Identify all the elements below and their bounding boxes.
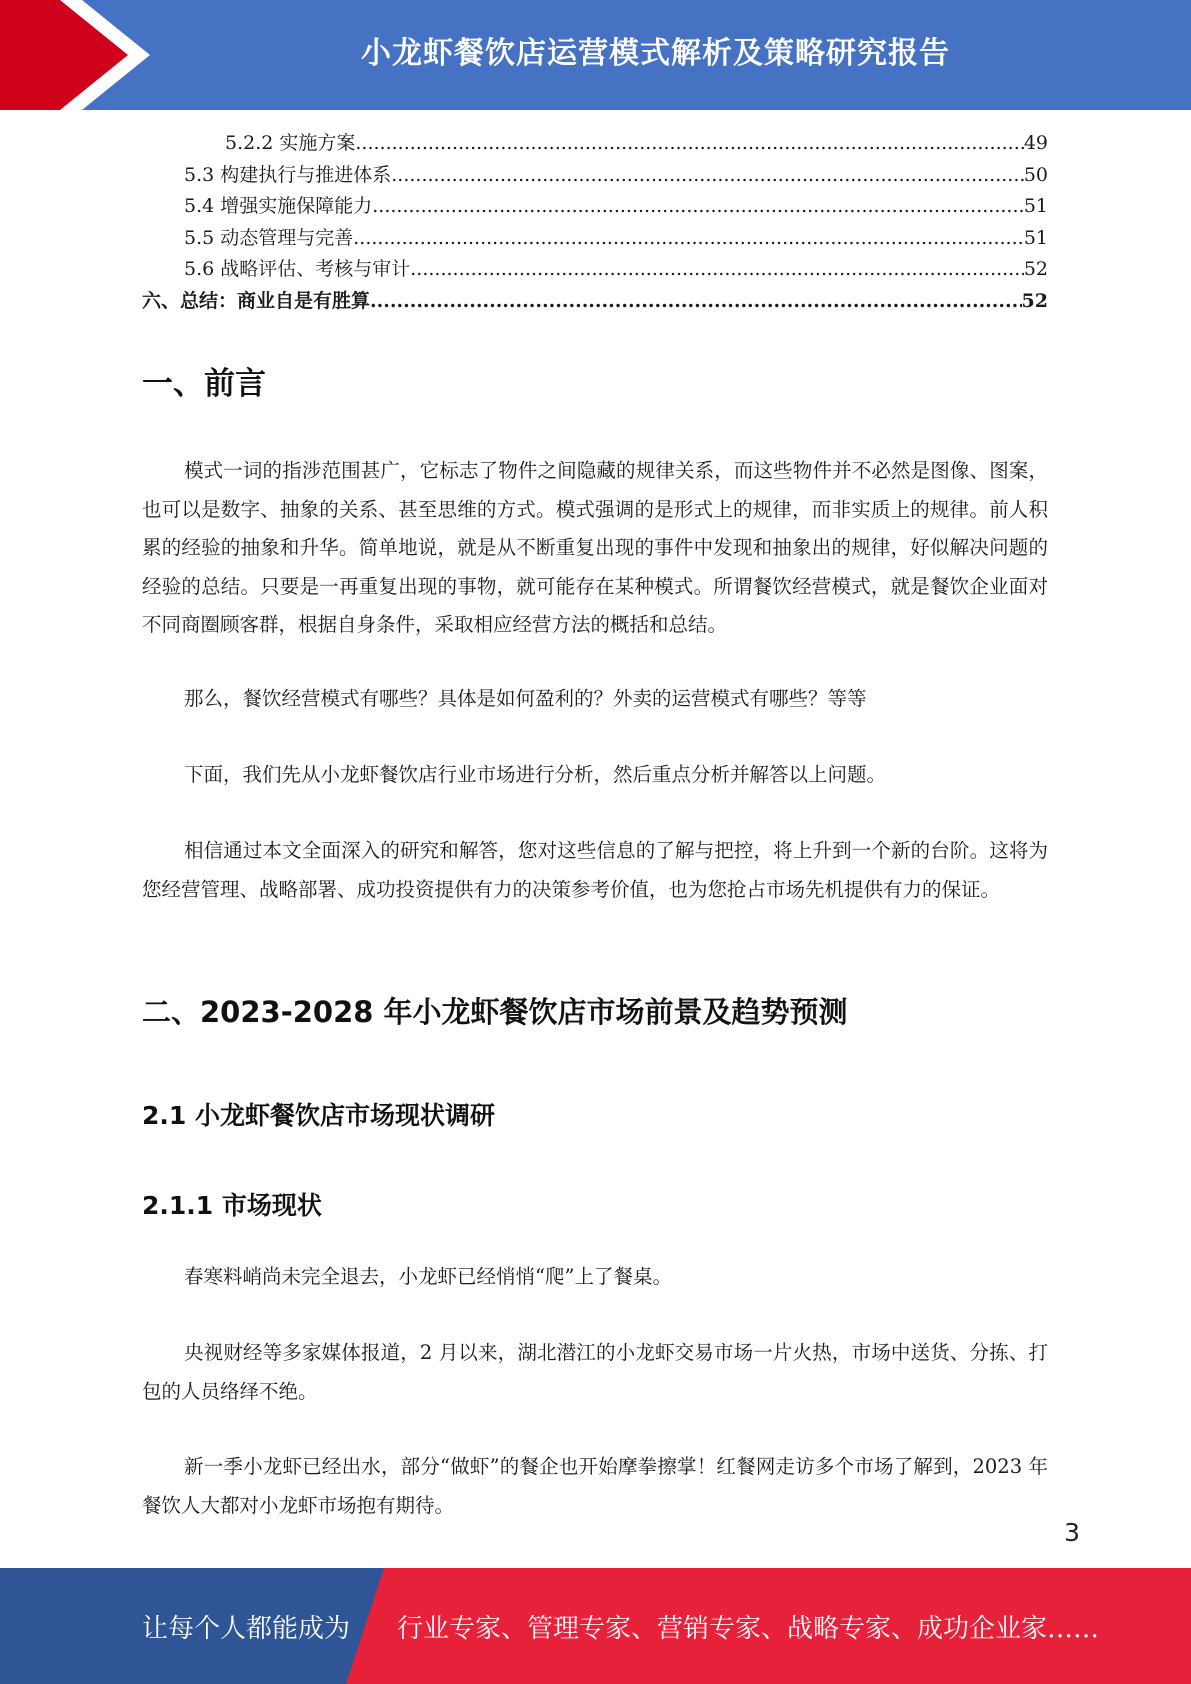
table-of-contents: [142, 128, 1048, 317]
toc-leader-dots: [410, 254, 1024, 286]
body-paragraph: 下面，我们先从小龙虾餐饮店行业市场进行分析，然后重点分析并解答以上问题。: [184, 763, 887, 786]
preface-heading: 一、前言: [142, 366, 266, 402]
toc-entry[interactable]: [142, 191, 1048, 223]
body-paragraph: 央视财经等多家媒体报道，2 月以来，湖北潜江的小龙虾交易市场一片火热，市场中送货、分拣、打包的人员络绎不绝。: [142, 1341, 1048, 1403]
footer-slogan-left: 让每个人都能成为: [142, 1613, 351, 1644]
toc-entry-page: 51: [1023, 226, 1048, 249]
body-paragraph: 新一季小龙虾已经出水，部分“做虾”的餐企也开始摩拳擦掌！红餐网走访多个市场了解到，2023 年餐饮人大都对小龙虾市场抱有期待。: [142, 1455, 1048, 1517]
toc-leader-dots: [372, 191, 1024, 223]
toc-entry-label: 5.5 动态管理与完善: [184, 226, 354, 249]
header-bar: [0, 0, 1191, 110]
body-paragraph: 模式一词的指涉范围甚广，它标志了物件之间隐藏的规律关系，而这些物件并不必然是图像、图案，也可以是数字、抽象的关系、甚至思维的方式。模式强调的是形式上的规律，而非实质上的规律。前人积累的经验的抽象和升华。简单地说，就是从不断重复出现的事件中发现和抽象出的规律，好似解决问题的经验的总结。只要是一再重复出现的事物，就可能存在某种模式。所谓餐饮经营模式，就是餐饮企业面对不同商圈顾客群，根据自身条件，采取相应经营方法的概括和总结。: [142, 459, 1048, 636]
toc-entry-label: 5.3 构建执行与推进体系: [184, 163, 392, 186]
toc-entry-label: 5.4 增强实施保障能力: [184, 195, 373, 217]
toc-entry[interactable]: [142, 254, 1048, 286]
report-title: 小龙虾餐饮店运营模式解析及策略研究报告: [361, 36, 950, 71]
body-paragraph: 相信通过本文全面深入的研究和解答，您对这些信息的了解与把控，将上升到一个新的台阶。这将为您经营管理、战略部署、成功投资提供有力的决策参考价值，也为您抢占市场先机提供有力的保证。: [142, 839, 1048, 901]
toc-leader-dots: [370, 286, 1022, 318]
toc-leader-dots: [355, 128, 1023, 160]
body-paragraph: 春寒料峭尚未完全退去，小龙虾已经悄悄“爬”上了餐桌。: [184, 1265, 672, 1288]
toc-entry[interactable]: [142, 223, 1048, 255]
toc-entry-label: 5.6 战略评估、考核与审计: [184, 258, 411, 280]
toc-entry[interactable]: [142, 128, 1048, 160]
toc-entry-page: 49: [1023, 132, 1048, 154]
page-number: 3: [1064, 1518, 1080, 1547]
toc-leader-dots: [391, 160, 1024, 192]
toc-entry-page: 50: [1023, 163, 1048, 186]
subsection-heading: 2.1.1 市场现状: [142, 1191, 322, 1220]
toc-entry-page: 52: [1021, 289, 1048, 312]
toc-entry[interactable]: [142, 286, 1048, 318]
toc-entry-page: 52: [1023, 258, 1048, 280]
chapter-heading: 二、2023-2028 年小龙虾餐饮店市场前景及趋势预测: [142, 995, 848, 1029]
toc-entry-label: 5.2.2 实施方案: [225, 132, 356, 154]
section-heading: 2.1 小龙虾餐饮店市场现状调研: [142, 1101, 495, 1130]
toc-entry[interactable]: [142, 160, 1048, 192]
toc-leader-dots: [353, 223, 1024, 255]
toc-entry-page: 51: [1023, 195, 1048, 217]
body-paragraph: 那么，餐饮经营模式有哪些？具体是如何盈利的？外卖的运营模式有哪些？等等: [184, 687, 867, 710]
footer-banner: [0, 1568, 1191, 1684]
footer-slogan-right: 行业专家、管理专家、营销专家、战略专家、成功企业家……: [397, 1613, 1100, 1644]
toc-entry-label: 六、总结：商业自是有胜算: [142, 289, 371, 312]
